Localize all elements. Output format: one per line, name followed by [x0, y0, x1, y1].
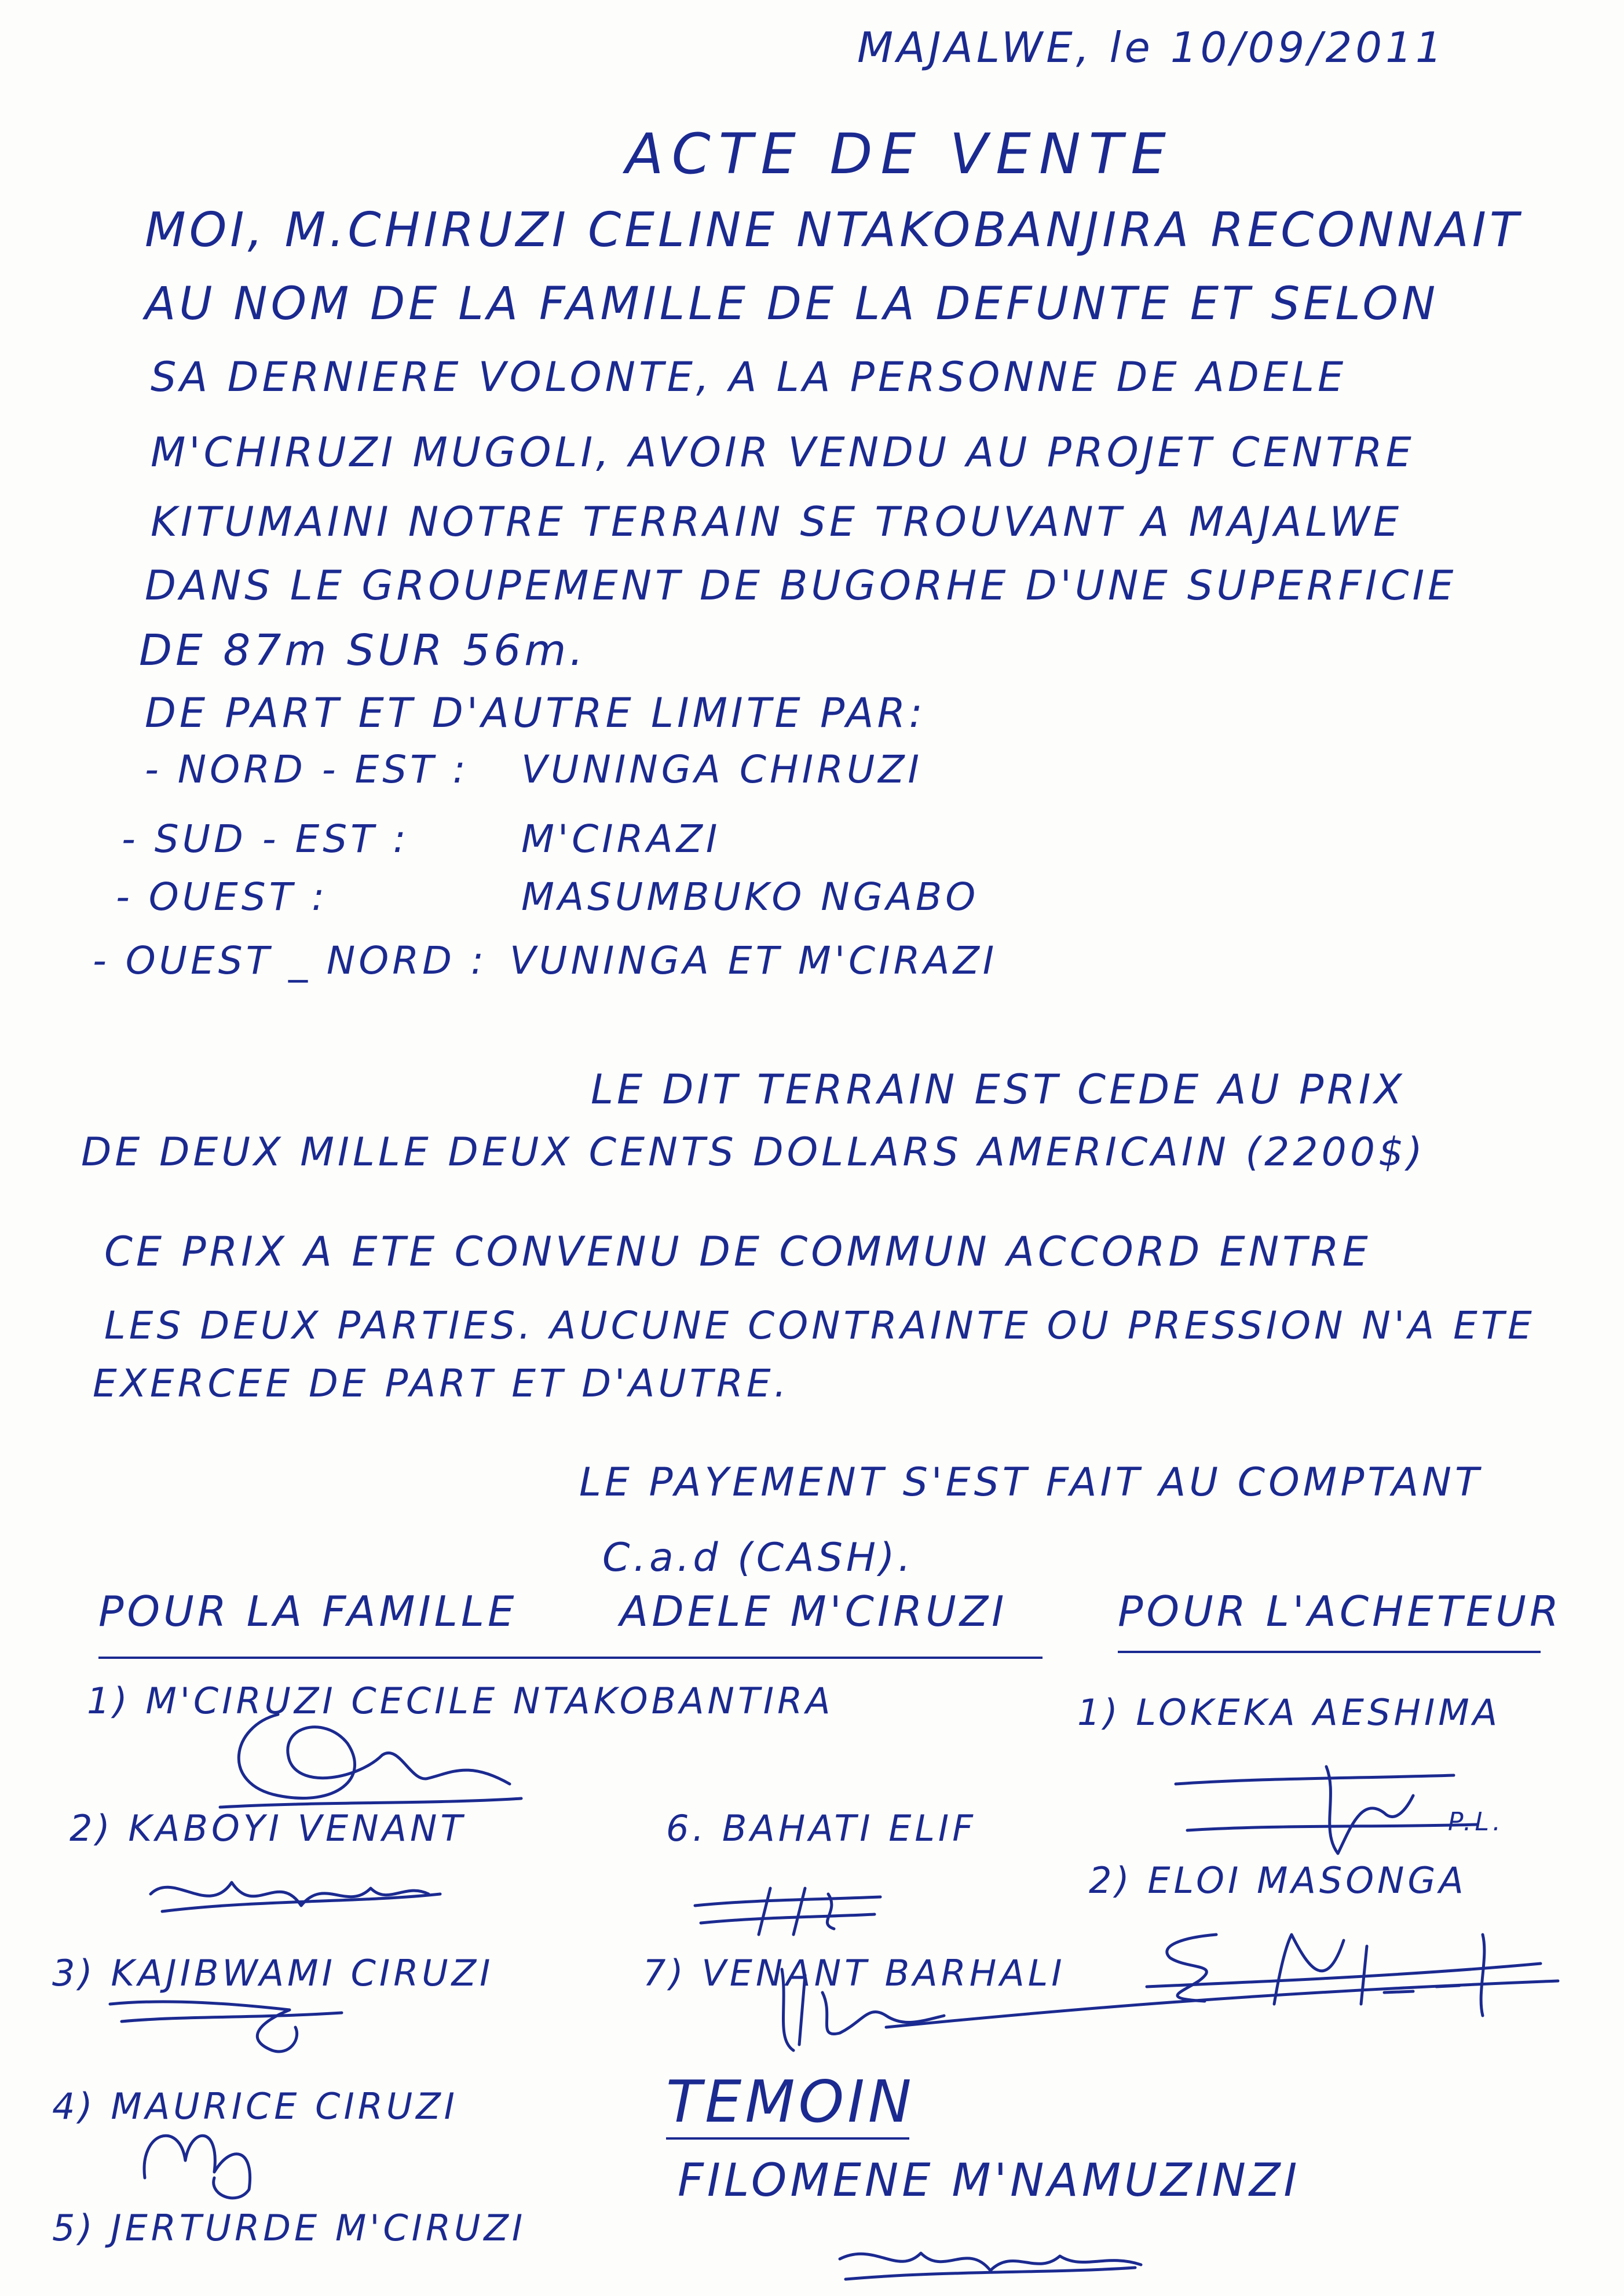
buyer-signatory: 2) ELOI MASONGA [1089, 1859, 1467, 1902]
signature-mark [683, 1882, 892, 1940]
family-signatory: 1) M'CIRUZI CECILE NTAKOBANTIRA [87, 1680, 834, 1722]
buyer-signatory: 1) LOKEKA AESHIMA [1077, 1691, 1501, 1734]
boundary-label: - SUD - EST : [122, 817, 409, 861]
witness-underline [666, 2137, 909, 2140]
accord-line: CE PRIX A ETE CONVENU DE COMMUN ACCORD ENTRE [104, 1228, 1371, 1275]
body-line: AU NOM DE LA FAMILLE DE LA DEFUNTE ET SELON [145, 278, 1439, 330]
buyer-header: POUR L'ACHETEUR [1118, 1587, 1562, 1636]
family-header-part2: ADELE M'CIRUZI [620, 1587, 1008, 1636]
boundary-label: - OUEST _ NORD : [93, 938, 488, 983]
body-line: DE 87m SUR 56m. [139, 626, 587, 675]
signature-mark [122, 2108, 295, 2213]
document-date: MAJALWE, le 10/09/2011 [857, 23, 1446, 72]
body-line: DANS LE GROUPEMENT DE BUGORHE D'UNE SUPERFICIE [145, 562, 1457, 609]
boundary-name: M'CIRAZI [521, 817, 721, 861]
buyer-initials: P.L. [1448, 1807, 1504, 1837]
body-line: M'CHIRUZI MUGOLI, AVOIR VENDU AU PROJET CENTRE [151, 429, 1415, 476]
boundary-name: VUNINGA ET M'CIRAZI [510, 938, 998, 983]
family-header-part1: POUR LA FAMILLE [98, 1587, 518, 1636]
family-signatory: 2) KABOYI VENANT [70, 1807, 466, 1849]
family-signatory: 7) VENANT BARHALI [643, 1952, 1066, 1994]
signature-mark [1164, 1761, 1488, 1865]
witness-title: TEMOIN [666, 2068, 915, 2136]
body-line: DE PART ET D'AUTRE LIMITE PAR: [145, 689, 926, 737]
family-signatory: 3) KAJIBWAMI CIRUZI [52, 1952, 494, 1994]
price-line: DE DEUX MILLE DEUX CENTS DOLLARS AMERICAIN (2200$) [81, 1129, 1426, 1175]
signature-mark [1135, 1923, 1552, 2027]
family-signatory: 4) MAURICE CIRUZI [52, 2085, 458, 2127]
buyer-header-underline [1118, 1651, 1541, 1653]
signature-mark [139, 1859, 452, 1929]
signature-mark [98, 1969, 388, 2062]
body-line: SA DERNIERE VOLONTE, A LA PERSONNE DE ADELE [151, 353, 1347, 401]
document-title: ACTE DE VENTE [626, 122, 1175, 187]
witness-name: FILOMENE M'NAMUZINZI [678, 2155, 1301, 2207]
family-signatory: 5) JERTURDE M'CIRUZI [52, 2207, 526, 2249]
body-line: KITUMAINI NOTRE TERRAIN SE TROUVANT A MAJALWE [151, 498, 1403, 546]
signature-mark [828, 2230, 1153, 2294]
payment-line: C.a.d (CASH). [602, 1535, 915, 1581]
accord-line: EXERCEE DE PART ET D'AUTRE. [93, 1361, 790, 1406]
boundary-name: MASUMBUKO NGABO [521, 875, 979, 919]
accord-line: LES DEUX PARTIES. AUCUNE CONTRAINTE OU PRESSION N'A ETE [104, 1303, 1535, 1348]
signature-mark [209, 1691, 533, 1825]
price-line: LE DIT TERRAIN EST CEDE AU PRIX [591, 1066, 1406, 1113]
boundary-name: VUNINGA CHIRUZI [521, 747, 923, 792]
family-signatory: 6. BAHATI ELIF [666, 1807, 976, 1849]
family-header-underline [98, 1657, 1043, 1659]
boundary-label: - NORD - EST : [145, 747, 469, 792]
payment-line: LE PAYEMENT S'EST FAIT AU COMPTANT [579, 1460, 1483, 1505]
boundary-label: - OUEST : [116, 875, 328, 919]
body-line: MOI, M.CHIRUZI CELINE NTAKOBANJIRA RECONNAIT [145, 203, 1523, 258]
